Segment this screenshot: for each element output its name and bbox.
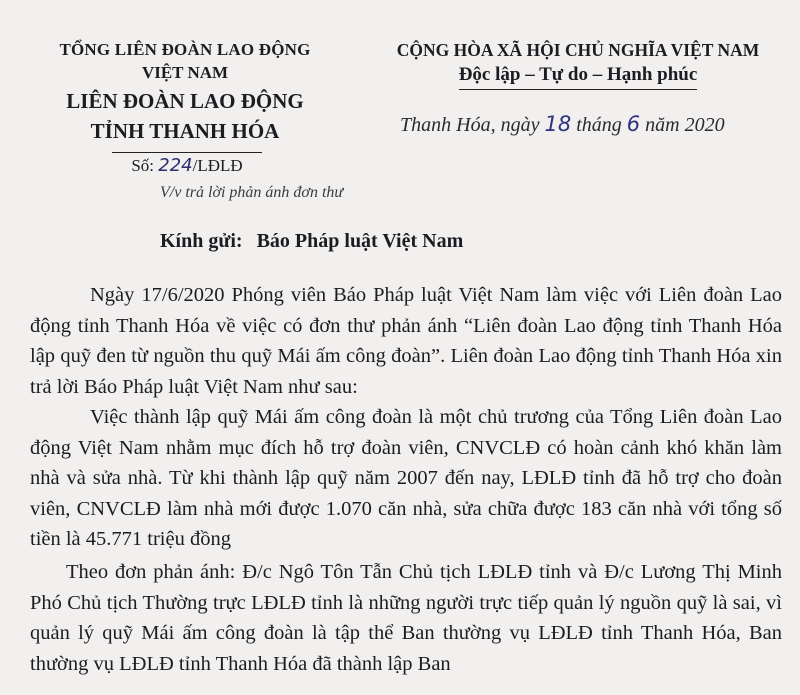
national-title: CỘNG HÒA XÃ HỘI CHỦ NGHĨA VIỆT NAM: [396, 40, 760, 60]
recipient: Báo Pháp luật Việt Nam: [256, 230, 464, 252]
org-line-3: LIÊN ĐOÀN LAO ĐỘNG: [66, 89, 304, 113]
paragraph-1: Ngày 17/6/2020 Phóng viên Báo Pháp luật Việt Nam làm việc với Liên đoàn Lao động tỉnh Thanh Hóa về việc có đơn thư phản ánh “Liên đoàn Lao động tỉnh Thanh Hóa lập quỹ đen từ nguồn thu quỹ Mái ấm công đoàn”. Liên đoàn Lao động tỉnh Thanh Hóa xin trả lời Báo Pháp luật Việt Nam như sau:: [30, 284, 782, 398]
greeting-label: Kính gửi:: [160, 230, 243, 252]
doc-number-handwritten: 224: [158, 155, 193, 176]
paragraph-2: Việc thành lập quỹ Mái ấm công đoàn là một chủ trương của Tổng Liên đoàn Lao động Việt Nam nhằm mục đích hỗ trợ đoàn viên, CNVCLĐ có hoàn cảnh khó khăn làm nhà và sửa nhà. Từ khi thành lập quỹ năm 2007 đến nay, LĐLĐ tỉnh đã hỗ trợ cho đoàn viên, CNVCLĐ làm nhà mới được 1.070 căn nhà, sửa chữa được 183 căn nhà với tổng số tiền là 45.771 triệu đồng: [30, 406, 782, 550]
date-place: Thanh Hóa, ngày: [400, 114, 540, 136]
org-line-4: TỈNH THANH HÓA: [90, 119, 280, 143]
doc-number-suffix: /LĐLĐ: [192, 156, 243, 175]
date-month-label: tháng: [576, 114, 622, 136]
national-header: [368, 38, 788, 90]
date-line: [400, 112, 725, 137]
document-number: [112, 152, 262, 176]
org-line-1: TỔNG LIÊN ĐOÀN LAO ĐỘNG: [59, 40, 311, 59]
date-year: năm 2020: [645, 114, 725, 136]
paragraph-3: Theo đơn phản ánh: Đ/c Ngô Tôn Tẫn Chủ tịch LĐLĐ tỉnh và Đ/c Lương Thị Minh Phó Chủ tịch Thường trực LĐLĐ tỉnh là những người trực tiếp quản lý nguồn quỹ là sai, vì quản lý quỹ Mái ấm công đoàn là tập thể Ban thường vụ LĐLĐ tỉnh Thanh Hóa, Ban thường vụ LĐLĐ tỉnh Thanh Hóa đã thành lập Ban: [30, 561, 782, 675]
date-day-handwritten: 18: [544, 112, 572, 136]
national-motto: Độc lập – Tự do – Hạnh phúc: [459, 62, 698, 90]
org-line-2: VIỆT NAM: [141, 63, 229, 82]
doc-number-prefix: Số:: [131, 156, 155, 175]
greeting-line: [160, 230, 463, 253]
date-month-handwritten: 6: [626, 112, 641, 136]
issuing-organization: [20, 38, 350, 146]
subject-line: V/v trả lời phản ánh đơn thư: [160, 184, 344, 201]
